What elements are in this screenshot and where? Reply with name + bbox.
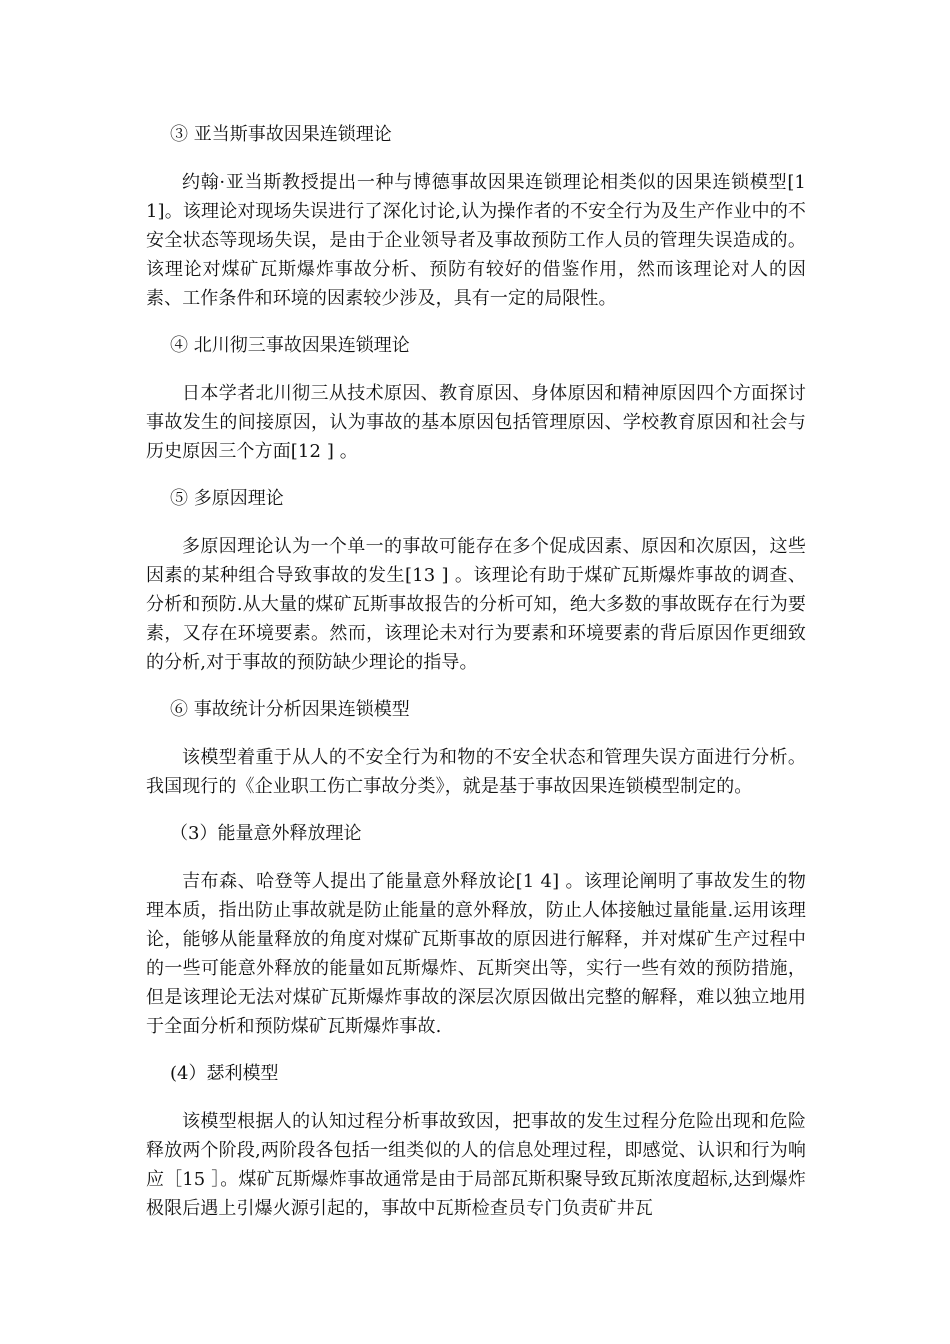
section-heading-adams: ③ 亚当斯事故因果连锁理论	[170, 124, 392, 145]
section-paragraph-adams: 约翰·亚当斯教授提出一种与博德事故因果连锁理论相类似的因果连锁模型[1 1]。该理论对现场失误进行了深化讨论,认为操作者的不安全行为及生产作业中的不安全状态等现场失误，是由于企业领导者及事故预防工作人员的管理失误造成的。该理论对煤矿瓦斯爆炸事故分析、预防有较好的借鉴作用，然而该理论对人的因素、工作条件和环境的因素较少涉及，具有一定的局限性。	[146, 172, 806, 309]
spacer	[146, 801, 806, 820]
section-paragraph-statistics-model: 该模型着重于从人的不安全行为和物的不安全状态和管理失误方面进行分析。我国现行的《企业职工伤亡事故分类》，就是基于事故因果连锁模型制定的。	[146, 747, 806, 797]
section-paragraph-surry-model: 该模型根据人的认知过程分析事故致因，把事故的发生过程分危险出现和危险释放两个阶段,两阶段各包括一组类似的人的信息处理过程，即感觉、认识和行为响应［15 ］。煤矿瓦斯爆炸事故通常是由于局部瓦斯积聚导致瓦斯浓度超标,达到爆炸极限后遇上引爆火源引起的，事故中瓦斯检查员专门负责矿井瓦	[146, 1111, 806, 1219]
spacer	[146, 513, 806, 532]
spacer	[146, 1041, 806, 1060]
spacer	[146, 466, 806, 485]
document-body	[146, 121, 806, 1223]
spacer	[146, 149, 806, 168]
section-heading-multi-cause: ⑤ 多原因理论	[170, 488, 284, 509]
spacer	[146, 848, 806, 867]
section-heading-statistics-model: ⑥ 事故统计分析因果连锁模型	[170, 699, 410, 720]
section-heading-surry-model: (4）瑟利模型	[170, 1063, 279, 1084]
spacer	[146, 724, 806, 743]
spacer	[146, 360, 806, 379]
spacer	[146, 313, 806, 332]
spacer	[146, 677, 806, 696]
section-paragraph-energy-release: 吉布森、哈登等人提出了能量意外释放论[1 4] 。该理论阐明了事故发生的物理本质，指出防止事故就是防止能量的意外释放，防止人体接触过量能量.运用该理论，能够从能量释放的角度对煤矿瓦斯事故的原因进行解释，并对煤矿生产过程中的一些可能意外释放的能量如瓦斯爆炸、瓦斯突出等，实行一些有效的预防措施，但是该理论无法对煤矿瓦斯爆炸事故的深层次原因做出完整的解释，难以独立地用于全面分析和预防煤矿瓦斯爆炸事故.	[146, 871, 806, 1037]
section-paragraph-kitagawa: 日本学者北川彻三从技术原因、教育原因、身体原因和精神原因四个方面探讨事故发生的间接原因，认为事故的基本原因包括管理原因、学校教育原因和社会与历史原因三个方面[12 ] 。	[146, 383, 806, 462]
spacer	[146, 1088, 806, 1107]
section-heading-energy-release: （3）能量意外释放理论	[170, 823, 362, 844]
section-paragraph-multi-cause: 多原因理论认为一个单一的事故可能存在多个促成因素、原因和次原因，这些因素的某种组合导致事故的发生[13 ] 。该理论有助于煤矿瓦斯爆炸事故的调查、分析和预防.从大量的煤矿瓦斯事故报告的分析可知，绝大多数的事故既存在行为要素，又存在环境要素。然而，该理论未对行为要素和环境要素的背后原因作更细致的分析,对于事故的预防缺少理论的指导。	[146, 536, 806, 673]
section-heading-kitagawa: ④ 北川彻三事故因果连锁理论	[170, 335, 410, 356]
